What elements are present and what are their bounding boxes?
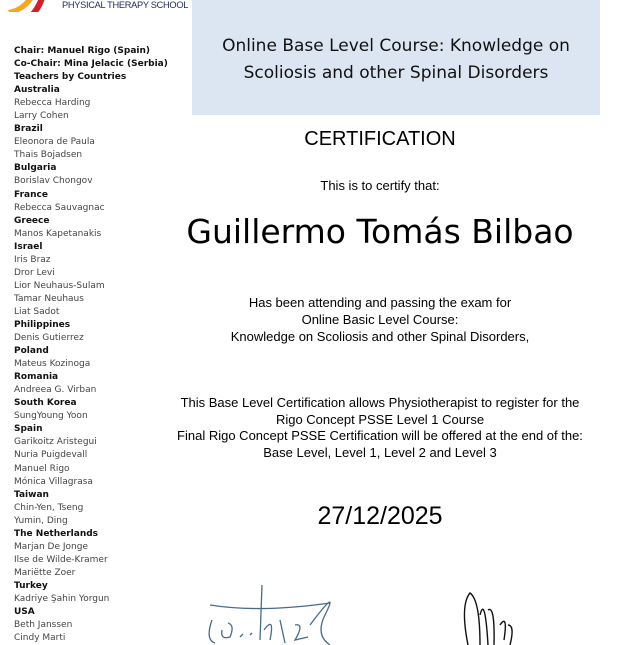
teacher-name: Liat Sadot xyxy=(14,306,60,317)
certification-note xyxy=(150,395,610,461)
teacher-name: Chin-Yen, Tseng xyxy=(14,502,84,513)
teacher-name: Garikoitz Aristegui xyxy=(14,437,97,448)
teacher-name: Iris Braz xyxy=(14,254,51,265)
teacher-name: Kadriye Şahin Yorgun xyxy=(14,593,110,604)
sidebar-heading: South Korea xyxy=(14,398,77,409)
sidebar-heading: Spain xyxy=(14,424,43,435)
teacher-name: Manos Kapetanakis xyxy=(14,228,102,239)
teacher-name: Nuria Puigdevall xyxy=(14,450,88,461)
sidebar-heading: Bulgaria xyxy=(14,163,57,174)
sidebar-heading: Israel xyxy=(14,241,43,252)
teachers-list xyxy=(14,45,168,645)
teacher-name: Manuel Rigo xyxy=(14,463,70,474)
teacher-name: Mateus Kozinoga xyxy=(14,359,91,370)
recipient-name: Guillermo Tomás Bilbao xyxy=(186,212,574,251)
teacher-name: Yumin, Ding xyxy=(14,515,68,526)
teacher-name: Marjan De Jonge xyxy=(14,541,89,552)
teacher-name: Cindy Marti xyxy=(14,633,66,644)
sidebar-heading: The Netherlands xyxy=(14,528,99,539)
school-logo xyxy=(0,0,60,12)
note-line: Base Level, Level 1, Level 2 and Level 3 xyxy=(263,444,497,460)
teacher-name: Denis Gutierrez xyxy=(14,333,84,344)
teacher-name: SungYoung Yoon xyxy=(14,411,88,422)
teacher-name: Lior Neuhaus-Sulam xyxy=(14,280,105,291)
statement-line: Knowledge on Scoliosis and other Spinal Disorders, xyxy=(230,329,530,344)
teacher-name: Ilse de Wilde-Kramer xyxy=(14,554,108,565)
sidebar-heading: Greece xyxy=(14,215,50,226)
course-title-banner xyxy=(192,0,600,115)
logo-text: PHYSICAL THERAPY SCHOOL xyxy=(62,0,189,10)
teacher-name: Rebecca Harding xyxy=(14,98,91,109)
teacher-name: Beth Janssen xyxy=(14,620,73,631)
signature-left xyxy=(200,585,350,645)
attendance-statement xyxy=(150,294,610,345)
teacher-name: Borislav Chongov xyxy=(14,176,93,187)
sidebar-heading: Australia xyxy=(14,85,60,96)
sidebar-heading: Philippines xyxy=(14,319,71,330)
course-title-line: Online Base Level Course: Knowledge on xyxy=(222,36,570,56)
certify-text: This is to certify that: xyxy=(320,178,440,193)
teacher-name: Larry Cohen xyxy=(14,111,69,122)
note-line: Rigo Concept PSSE Level 1 Course xyxy=(275,411,485,427)
statement-line: Has been attending and passing the exam for xyxy=(248,295,512,310)
teacher-name: Rebecca Sauvagnac xyxy=(14,202,105,213)
sidebar-heading: France xyxy=(14,189,48,200)
sidebar-heading: USA xyxy=(14,607,35,618)
sidebar-heading: Romania xyxy=(14,372,59,383)
teacher-name: Thais Bojadsen xyxy=(14,150,83,161)
teacher-name: Tamar Neuhaus xyxy=(14,293,84,304)
teacher-name: Dror Levi xyxy=(14,267,55,278)
teacher-name: Andreea G. Virban xyxy=(14,385,97,396)
teacher-name: Mariëtte Zoer xyxy=(14,567,76,578)
sidebar-heading: Chair: Manuel Rigo (Spain) xyxy=(14,46,150,56)
sidebar-heading: Poland xyxy=(14,346,49,357)
course-title-line: Scoliosis and other Spinal Disorders xyxy=(243,63,549,83)
note-line: Final Rigo Concept PSSE Certification will be offered at the end of the: xyxy=(177,428,583,443)
sidebar-heading: Brazil xyxy=(14,124,43,135)
note-line: This Base Level Certification allows Physiotherapist to register for the xyxy=(180,395,580,410)
sidebar-heading: Taiwan xyxy=(14,489,49,500)
sidebar-heading: Teachers by Countries xyxy=(14,72,127,83)
certificate-date: 27/12/2025 xyxy=(317,502,443,530)
statement-line: Online Basic Level Course: xyxy=(301,312,459,327)
signature-right xyxy=(460,585,540,645)
teacher-name: Mónica Villagrasa xyxy=(14,476,93,487)
teacher-name: Eleonora de Paula xyxy=(14,137,95,148)
certificate-title: CERTIFICATION xyxy=(304,128,456,150)
sidebar-heading: Co-Chair: Mina Jelacic (Serbia) xyxy=(14,59,168,70)
sidebar-heading: Turkey xyxy=(14,580,48,591)
